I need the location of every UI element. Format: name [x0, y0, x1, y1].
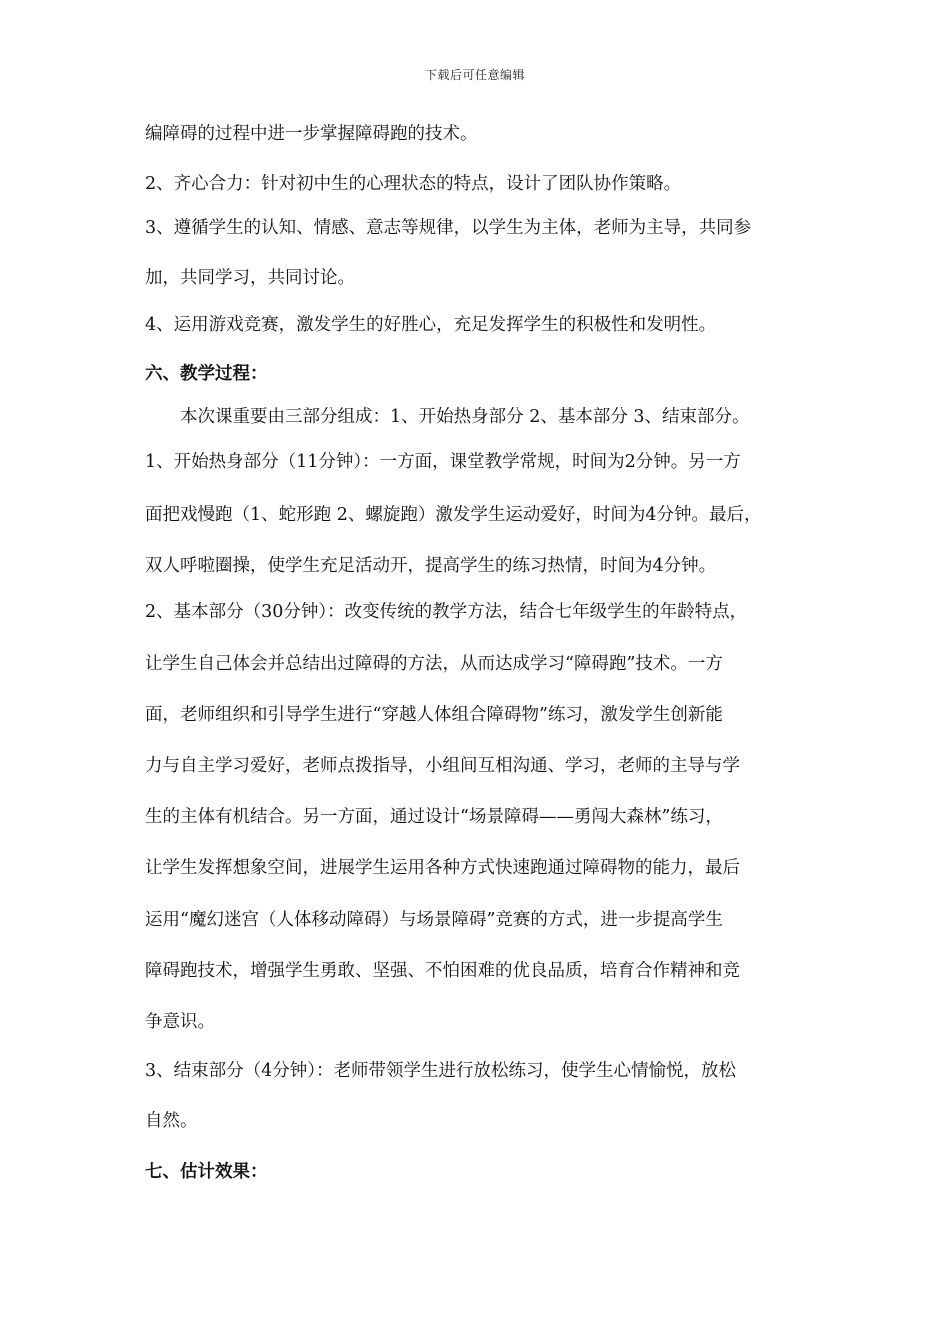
text-line: 3、结束部分（4分钟）：老师带领学生进行放松练习，使学生心情愉悦，放松: [145, 1061, 737, 1081]
text-line: 让学生自己体会并总结出过障碍的方法，从而达成学习“障碍跑”技术。一方: [145, 654, 723, 674]
text-line: 让学生发挥想象空间，进展学生运用各种方式快速跑通过障碍物的能力，最后: [145, 858, 740, 878]
text-line: 面，老师组织和引导学生进行“穿越人体组合障碍物”练习，激发学生创新能: [145, 705, 723, 725]
text-line: 本次课重要由三部分组成：1、开始热身部分 2、基本部分 3、结束部分。: [180, 407, 750, 427]
text-line: 生的主体有机结合。另一方面，通过设计“场景障碍——勇闯大森林”练习，: [145, 807, 723, 827]
text-line: 4、运用游戏竞赛，激发学生的好胜心，充足发挥学生的积极性和发明性。: [145, 315, 717, 335]
text-line: 编障碍的过程中进一步掌握障碍跑的技术。: [145, 124, 478, 144]
text-line: 争意识。: [145, 1012, 215, 1032]
text-line: 2、齐心合力：针对初中生的心理状态的特点，设计了团队协作策略。: [145, 174, 682, 194]
section-heading: 六、教学过程：: [145, 364, 268, 384]
text-line: 3、遵循学生的认知、情感、意志等规律，以学生为主体，老师为主导，共同参: [145, 218, 752, 238]
text-line: 自然。: [145, 1111, 198, 1131]
text-line: 障碍跑技术，增强学生勇敢、坚强、不怕困难的优良品质，培育合作精神和竞: [145, 961, 740, 981]
text-line: 2、基本部分（30分钟）：改变传统的教学方法，结合七年级学生的年龄特点，: [145, 602, 748, 622]
text-line: 加，共同学习，共同讨论。: [145, 268, 355, 288]
text-line: 力与自主学习爱好，老师点拨指导，小组间互相沟通、学习，老师的主导与学: [145, 756, 740, 776]
page-header: 下载后可任意编辑: [424, 68, 525, 82]
text-line: 运用“魔幻迷宫（人体移动障碍）与场景障碍”竞赛的方式，进一步提高学生: [145, 910, 723, 930]
text-line: 1、开始热身部分（11分钟）：一方面，课堂教学常规，时间为2分钟。另一方: [145, 452, 741, 472]
text-line: 面把戏慢跑（1、蛇形跑 2、螺旋跑）激发学生运动爱好，时间为4分钟。最后，: [145, 505, 762, 525]
text-line: 双人呼啦圈操，使学生充足活动开，提高学生的练习热情，时间为4分钟。: [145, 556, 717, 576]
section-heading: 七、估计效果：: [145, 1162, 268, 1182]
